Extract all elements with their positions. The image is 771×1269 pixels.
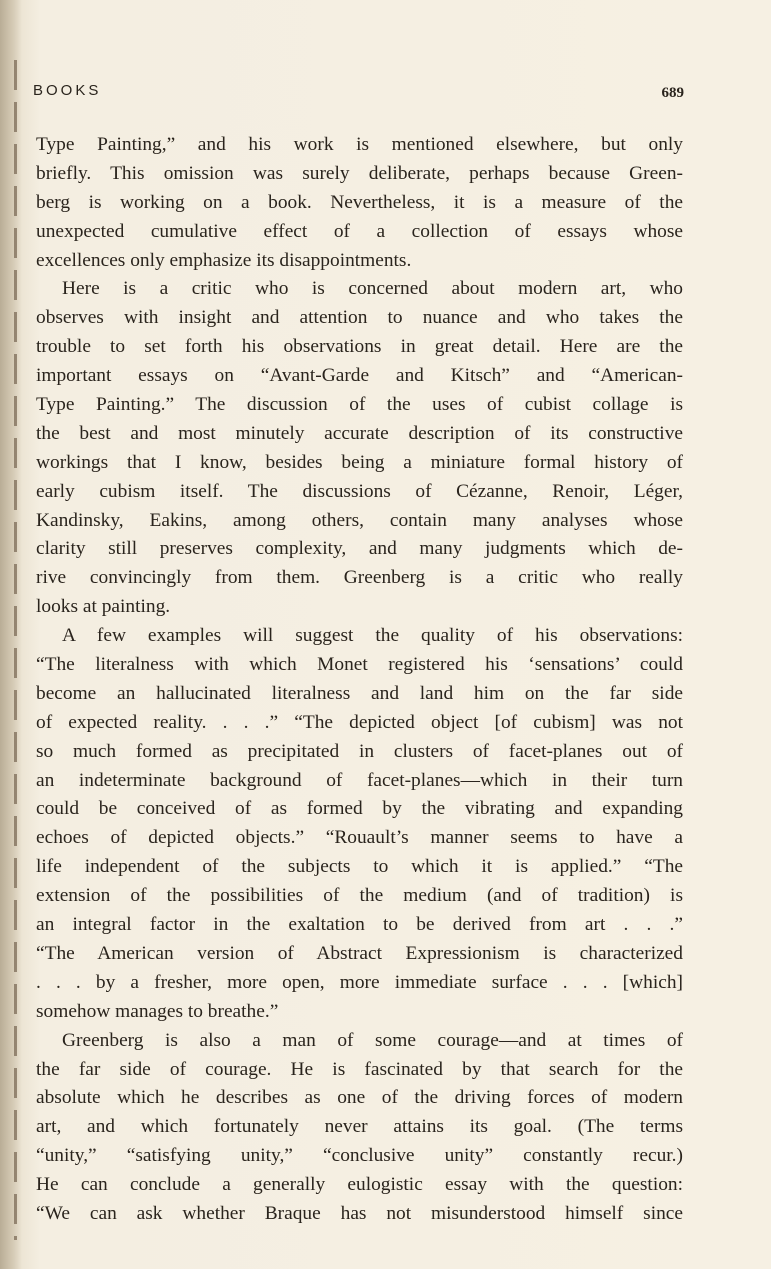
text-line: berg is working on a book. Nevertheless, it is a measure of the [36,191,683,213]
text-line: briefly. This omission was surely deliberate, perhaps because Green- [36,162,683,184]
text-line: “We can ask whether Braque has not misunderstood himself since [36,1202,683,1224]
text-line: unexpected cumulative effect of a collection of essays whose [36,220,683,242]
text-line: art, and which fortunately never attains its goal. (The terms [36,1116,683,1138]
text-line: the far side of courage. He is fascinated by that search for the [36,1058,683,1080]
text-line: of expected reality. . . .” “The depicted object [of cubism] was not [36,711,683,733]
text-line: excellences only emphasize its disappointments. [36,249,412,271]
text-line: Type Painting,” and his work is mentioned elsewhere, but only [36,134,683,155]
text-line: looks at painting. [36,596,171,618]
text-line: an indeterminate background of facet-planes—which in their turn [36,769,683,791]
text-line: become an hallucinated literalness and land him on the far side [36,682,683,704]
text-line: an integral factor in the exaltation to be derived from art . . .” [36,914,683,936]
text-line: He can conclude a generally eulogistic essay with the question: [36,1174,683,1196]
text-line: “The American version of Abstract Expressionism is characterized [36,942,683,964]
text-line: Kandinsky, Eakins, among others, contain many analyses whose [36,509,683,531]
text-line: the best and most minutely accurate description of its constructive [36,422,683,444]
text-line: echoes of depicted objects.” “Rouault’s manner seems to have a [36,827,683,849]
body-text [36,131,683,1229]
text-line: extension of the possibilities of the medium (and of tradition) is [36,885,683,907]
text-line: A few examples will suggest the quality of his observations: [62,625,683,647]
binding-shadow [14,60,17,1240]
text-line: trouble to set forth his observations in great detail. Here are the [36,336,683,358]
text-line: clarity still preserves complexity, and many judgments which de- [36,538,683,560]
text-line: early cubism itself. The discussions of Cézanne, Renoir, Léger, [36,480,683,502]
text-line: workings that I know, besides being a miniature formal history of [36,451,683,473]
text-line: observes with insight and attention to nuance and who takes the [36,307,683,329]
text-line: rive convincingly from them. Greenberg is a critic who really [36,567,683,589]
text-line: Greenberg is also a man of some courage—and at times of [62,1029,683,1051]
text-line: “unity,” “satisfying unity,” “conclusive unity” constantly recur.) [36,1145,683,1167]
text-line: Type Painting.” The discussion of the uses of cubist collage is [36,394,683,416]
text-line: “The literalness with which Monet registered his ‘sensations’ could [36,654,683,676]
running-head: BOOKS [33,82,102,99]
text-line: somehow manages to breathe.” [36,1000,279,1022]
text-line: could be conceived of as formed by the vibrating and expanding [36,798,683,820]
text-line: so much formed as precipitated in clusters of facet-planes out of [36,740,683,762]
page-number: 689 [661,85,684,101]
page-gutter [0,0,22,1269]
text-line: life independent of the subjects to which it is applied.” “The [36,856,683,878]
text-line: important essays on “Avant-Garde and Kitsch” and “American- [36,365,683,387]
text-line: Here is a critic who is concerned about modern art, who [62,278,683,300]
text-line: absolute which he describes as one of the driving forces of modern [36,1087,683,1109]
text-line: . . . by a fresher, more open, more immediate surface . . . [which] [36,971,683,993]
